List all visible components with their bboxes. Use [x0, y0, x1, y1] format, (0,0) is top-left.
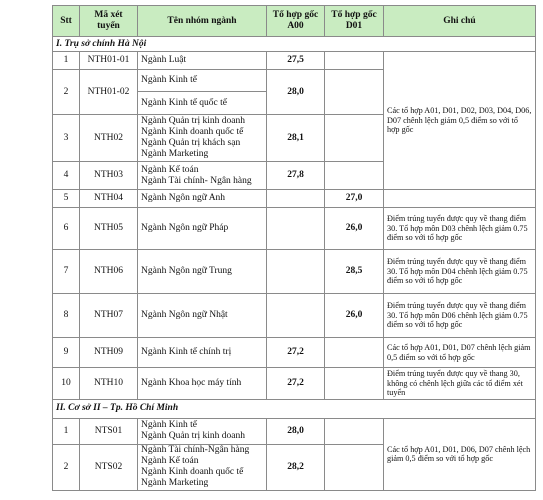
cell-ten — [138, 418, 267, 444]
cell-ten — [138, 444, 267, 490]
cell-stt: 10 — [53, 368, 80, 400]
cell-ten — [138, 162, 267, 190]
cell-d01 — [325, 368, 384, 400]
table-row — [53, 250, 536, 294]
cell-d01: 26,0 — [325, 208, 384, 250]
cell-ma: NTH01-02 — [80, 70, 138, 115]
cell-ma: NTH04 — [80, 190, 138, 208]
section-row-hcm — [53, 399, 536, 418]
note-cell: Các tổ hợp A01, D01, D02, D03, D04, D06, D07 chênh lệch giảm 0,5 điểm so với tổ hợp gốc — [384, 52, 536, 190]
cell-d01 — [325, 338, 384, 368]
cell-a00: 27,2 — [267, 368, 325, 400]
table-row — [53, 208, 536, 250]
cell-ten: Ngành Ngôn ngữ Anh — [138, 190, 267, 208]
cell-stt: 7 — [53, 250, 80, 294]
table-row — [53, 52, 536, 70]
cell-d01 — [325, 162, 384, 190]
ten-line: Ngành Marketing — [141, 149, 209, 159]
cell-stt: 1 — [53, 418, 80, 444]
admission-scores-table — [52, 5, 536, 491]
cell-ten: Ngành Ngôn ngữ Trung — [138, 250, 267, 294]
cell-ten: Ngành Luật — [138, 52, 267, 70]
cell-d01 — [325, 115, 384, 162]
cell-a00: 27,5 — [267, 52, 325, 70]
cell-ma: NTH07 — [80, 294, 138, 338]
header-a00: Tổ hợp gốc A00 — [267, 6, 325, 37]
section-title: I. Trụ sở chính Hà Nội — [53, 37, 536, 52]
cell-a00: 28,0 — [267, 70, 325, 115]
cell-a00: 27,2 — [267, 338, 325, 368]
cell-stt: 2 — [53, 70, 80, 115]
cell-ma: NTH09 — [80, 338, 138, 368]
cell-ma: NTH03 — [80, 162, 138, 190]
ten-line: Ngành Kinh tế — [138, 70, 266, 92]
ten-line: Ngành Kinh doanh quốc tế — [141, 127, 244, 137]
cell-a00: 27,8 — [267, 162, 325, 190]
cell-a00: 28,1 — [267, 115, 325, 162]
note-cell: Các tổ hợp A01, D01, D07 chênh lệch giảm 0,5 điểm so với tổ hợp gốc — [384, 338, 536, 368]
ten-line: Ngành Tài chính- Ngân hàng — [141, 175, 252, 186]
note-cell: Điểm trúng tuyển được quy về thang 30, không có chênh lệch giữa các tổ điểm xét tuyển — [384, 368, 536, 400]
cell-ten — [138, 115, 267, 162]
cell-ten: Ngành Ngôn ngữ Nhật — [138, 294, 267, 338]
cell-ma: NTS02 — [80, 444, 138, 490]
cell-stt: 1 — [53, 52, 80, 70]
cell-ma: NTH01-01 — [80, 52, 138, 70]
cell-ten: Ngành Kinh tế chính trị — [138, 338, 267, 368]
cell-d01: 28,5 — [325, 250, 384, 294]
cell-a00 — [267, 190, 325, 208]
cell-stt: 5 — [53, 190, 80, 208]
cell-d01 — [325, 52, 384, 70]
cell-ma: NTS01 — [80, 418, 138, 444]
cell-stt: 3 — [53, 115, 80, 162]
cell-a00: 28,0 — [267, 418, 325, 444]
cell-stt: 9 — [53, 338, 80, 368]
cell-d01 — [325, 418, 384, 444]
cell-ten: Ngành Ngôn ngữ Pháp — [138, 208, 267, 250]
table-row — [53, 190, 536, 208]
cell-ma: NTH02 — [80, 115, 138, 162]
cell-d01: 27,0 — [325, 190, 384, 208]
cell-ma: NTH10 — [80, 368, 138, 400]
ten-line: Ngành Tài chính-Ngân hàng — [141, 445, 250, 456]
ten-line: Ngành Kinh tế quốc tế — [141, 98, 228, 108]
cell-a00: 28,2 — [267, 444, 325, 490]
table-row — [53, 294, 536, 338]
cell-stt: 6 — [53, 208, 80, 250]
section-row-hanoi — [53, 37, 536, 52]
header-ghi-chu: Ghi chú — [384, 6, 536, 37]
cell-a00 — [267, 208, 325, 250]
ten-line: Ngành Marketing — [141, 478, 209, 489]
note-cell: Điểm trúng tuyển được quy về thang điểm 30. Tổ hợp môn D03 chênh lệch giảm 0.75 điểm so với tổ hợp gốc — [384, 208, 536, 250]
ten-line: Ngành Kinh tế — [141, 420, 197, 431]
header-ten-nhom-nganh: Tên nhóm ngành — [138, 6, 267, 37]
cell-ten: Ngành Khoa học máy tính — [138, 368, 267, 400]
ten-line: Ngành Quản trị khách sạn — [141, 138, 241, 148]
note-cell — [384, 190, 536, 208]
ten-line: Ngành Kế toán — [141, 456, 199, 467]
cell-d01 — [325, 444, 384, 490]
header-stt: Stt — [53, 6, 80, 37]
admission-table-container — [52, 5, 535, 491]
cell-d01 — [325, 70, 384, 115]
cell-d01: 26,0 — [325, 294, 384, 338]
note-cell: Điểm trúng tuyển được quy về thang điểm 30. Tổ hợp môn D04 chênh lệch giảm 0.75 điểm so với tổ hợp gốc — [384, 250, 536, 294]
cell-stt: 8 — [53, 294, 80, 338]
ten-line: Ngành Quản trị kinh doanh — [141, 431, 245, 442]
cell-ma: NTH06 — [80, 250, 138, 294]
ten-line: Ngành Quản trị kinh doanh — [141, 116, 245, 126]
cell-ten — [138, 70, 267, 115]
table-row — [53, 368, 536, 400]
cell-ma: NTH05 — [80, 208, 138, 250]
table-row — [53, 418, 536, 444]
cell-stt: 4 — [53, 162, 80, 190]
header-ma-xet-tuyen: Mã xét tuyển — [80, 6, 138, 37]
note-cell: Các tổ hợp A01, D01, D06, D07 chênh lệch giảm 0,5 điểm so với tổ hợp gốc — [384, 418, 536, 490]
cell-a00 — [267, 294, 325, 338]
ten-line: Ngành Kinh doanh quốc tế — [141, 467, 244, 478]
note-cell: Điểm trúng tuyển được quy về thang điểm 30. Tổ hợp môn D06 chênh lệch giảm 0.75 điểm so với tổ hợp gốc — [384, 294, 536, 338]
cell-a00 — [267, 250, 325, 294]
section-title: II. Cơ sở II – Tp. Hồ Chí Minh — [53, 399, 536, 418]
header-d01: Tổ hợp gốc D01 — [325, 6, 384, 37]
cell-stt: 2 — [53, 444, 80, 490]
header-row — [53, 6, 536, 37]
table-row — [53, 338, 536, 368]
ten-line: Ngành Kế toán — [141, 164, 199, 175]
